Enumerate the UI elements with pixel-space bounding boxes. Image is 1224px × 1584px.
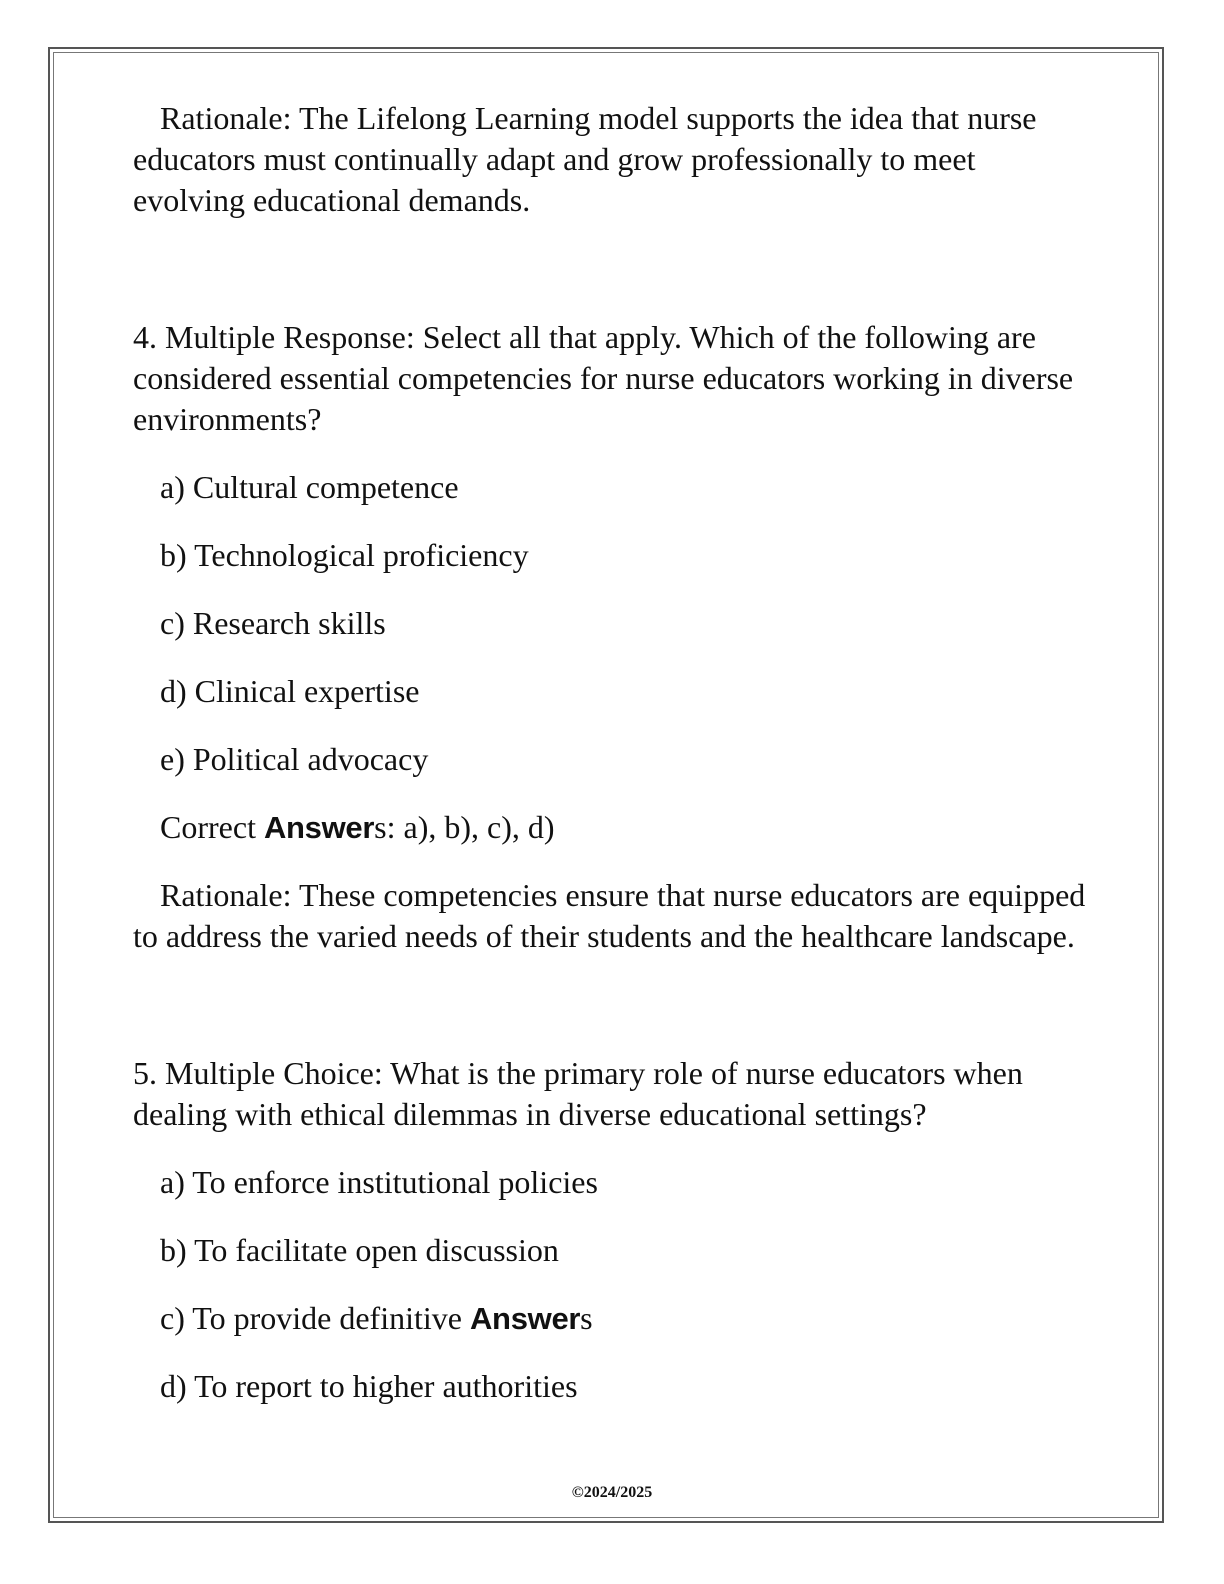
q5-option-b: b) To facilitate open discussion [160,1232,559,1268]
q5-option-c-bold-word: Answer [469,1301,581,1336]
q4-option-a: a) Cultural competence [160,469,459,505]
q5-option-a: a) To enforce institutional policies [160,1164,598,1200]
q4-correct-prefix: Correct [160,809,264,845]
copyright-footer: ©2024/2025 [571,1484,653,1501]
q4-correct-suffix: s: a), b), c), d) [374,809,555,845]
q5-option-d: d) To report to higher authorities [160,1368,578,1404]
question-4 [133,317,1093,957]
q5-question-text: 5. Multiple Choice: What is the primary role of nurse educators when dealing with ethical dilemmas in diverse educational settings? [133,1055,1023,1132]
q4-rationale: Rationale: These competencies ensure that nurse educators are equipped to address the varied needs of their students and the healthcare landscape. [133,877,1086,954]
q4-correct-answers [133,807,1093,848]
q5-option-c-prefix: c) To provide definitive [160,1300,470,1336]
question-5 [133,1053,1093,1407]
q4-correct-bold-word: Answer [263,810,375,845]
q4-option-d: d) Clinical expertise [160,673,420,709]
spacer [133,957,1093,1053]
q5-option-c-suffix: s [580,1300,593,1336]
q4-option-b: b) Technological proficiency [160,537,529,573]
q4-question-text: 4. Multiple Response: Select all that apply. Which of the following are considered essential competencies for nurse educators working in diverse environments? [133,319,1074,437]
document-body [133,98,1093,1434]
spacer [133,221,1093,317]
q5-option-c [133,1298,1093,1339]
q4-option-c: c) Research skills [160,605,386,641]
q3-rationale: Rationale: The Lifelong Learning model supports the idea that nurse educators must continually adapt and grow professionally to meet evolving educational demands. [133,100,1037,218]
q4-option-e: e) Political advocacy [160,741,429,777]
